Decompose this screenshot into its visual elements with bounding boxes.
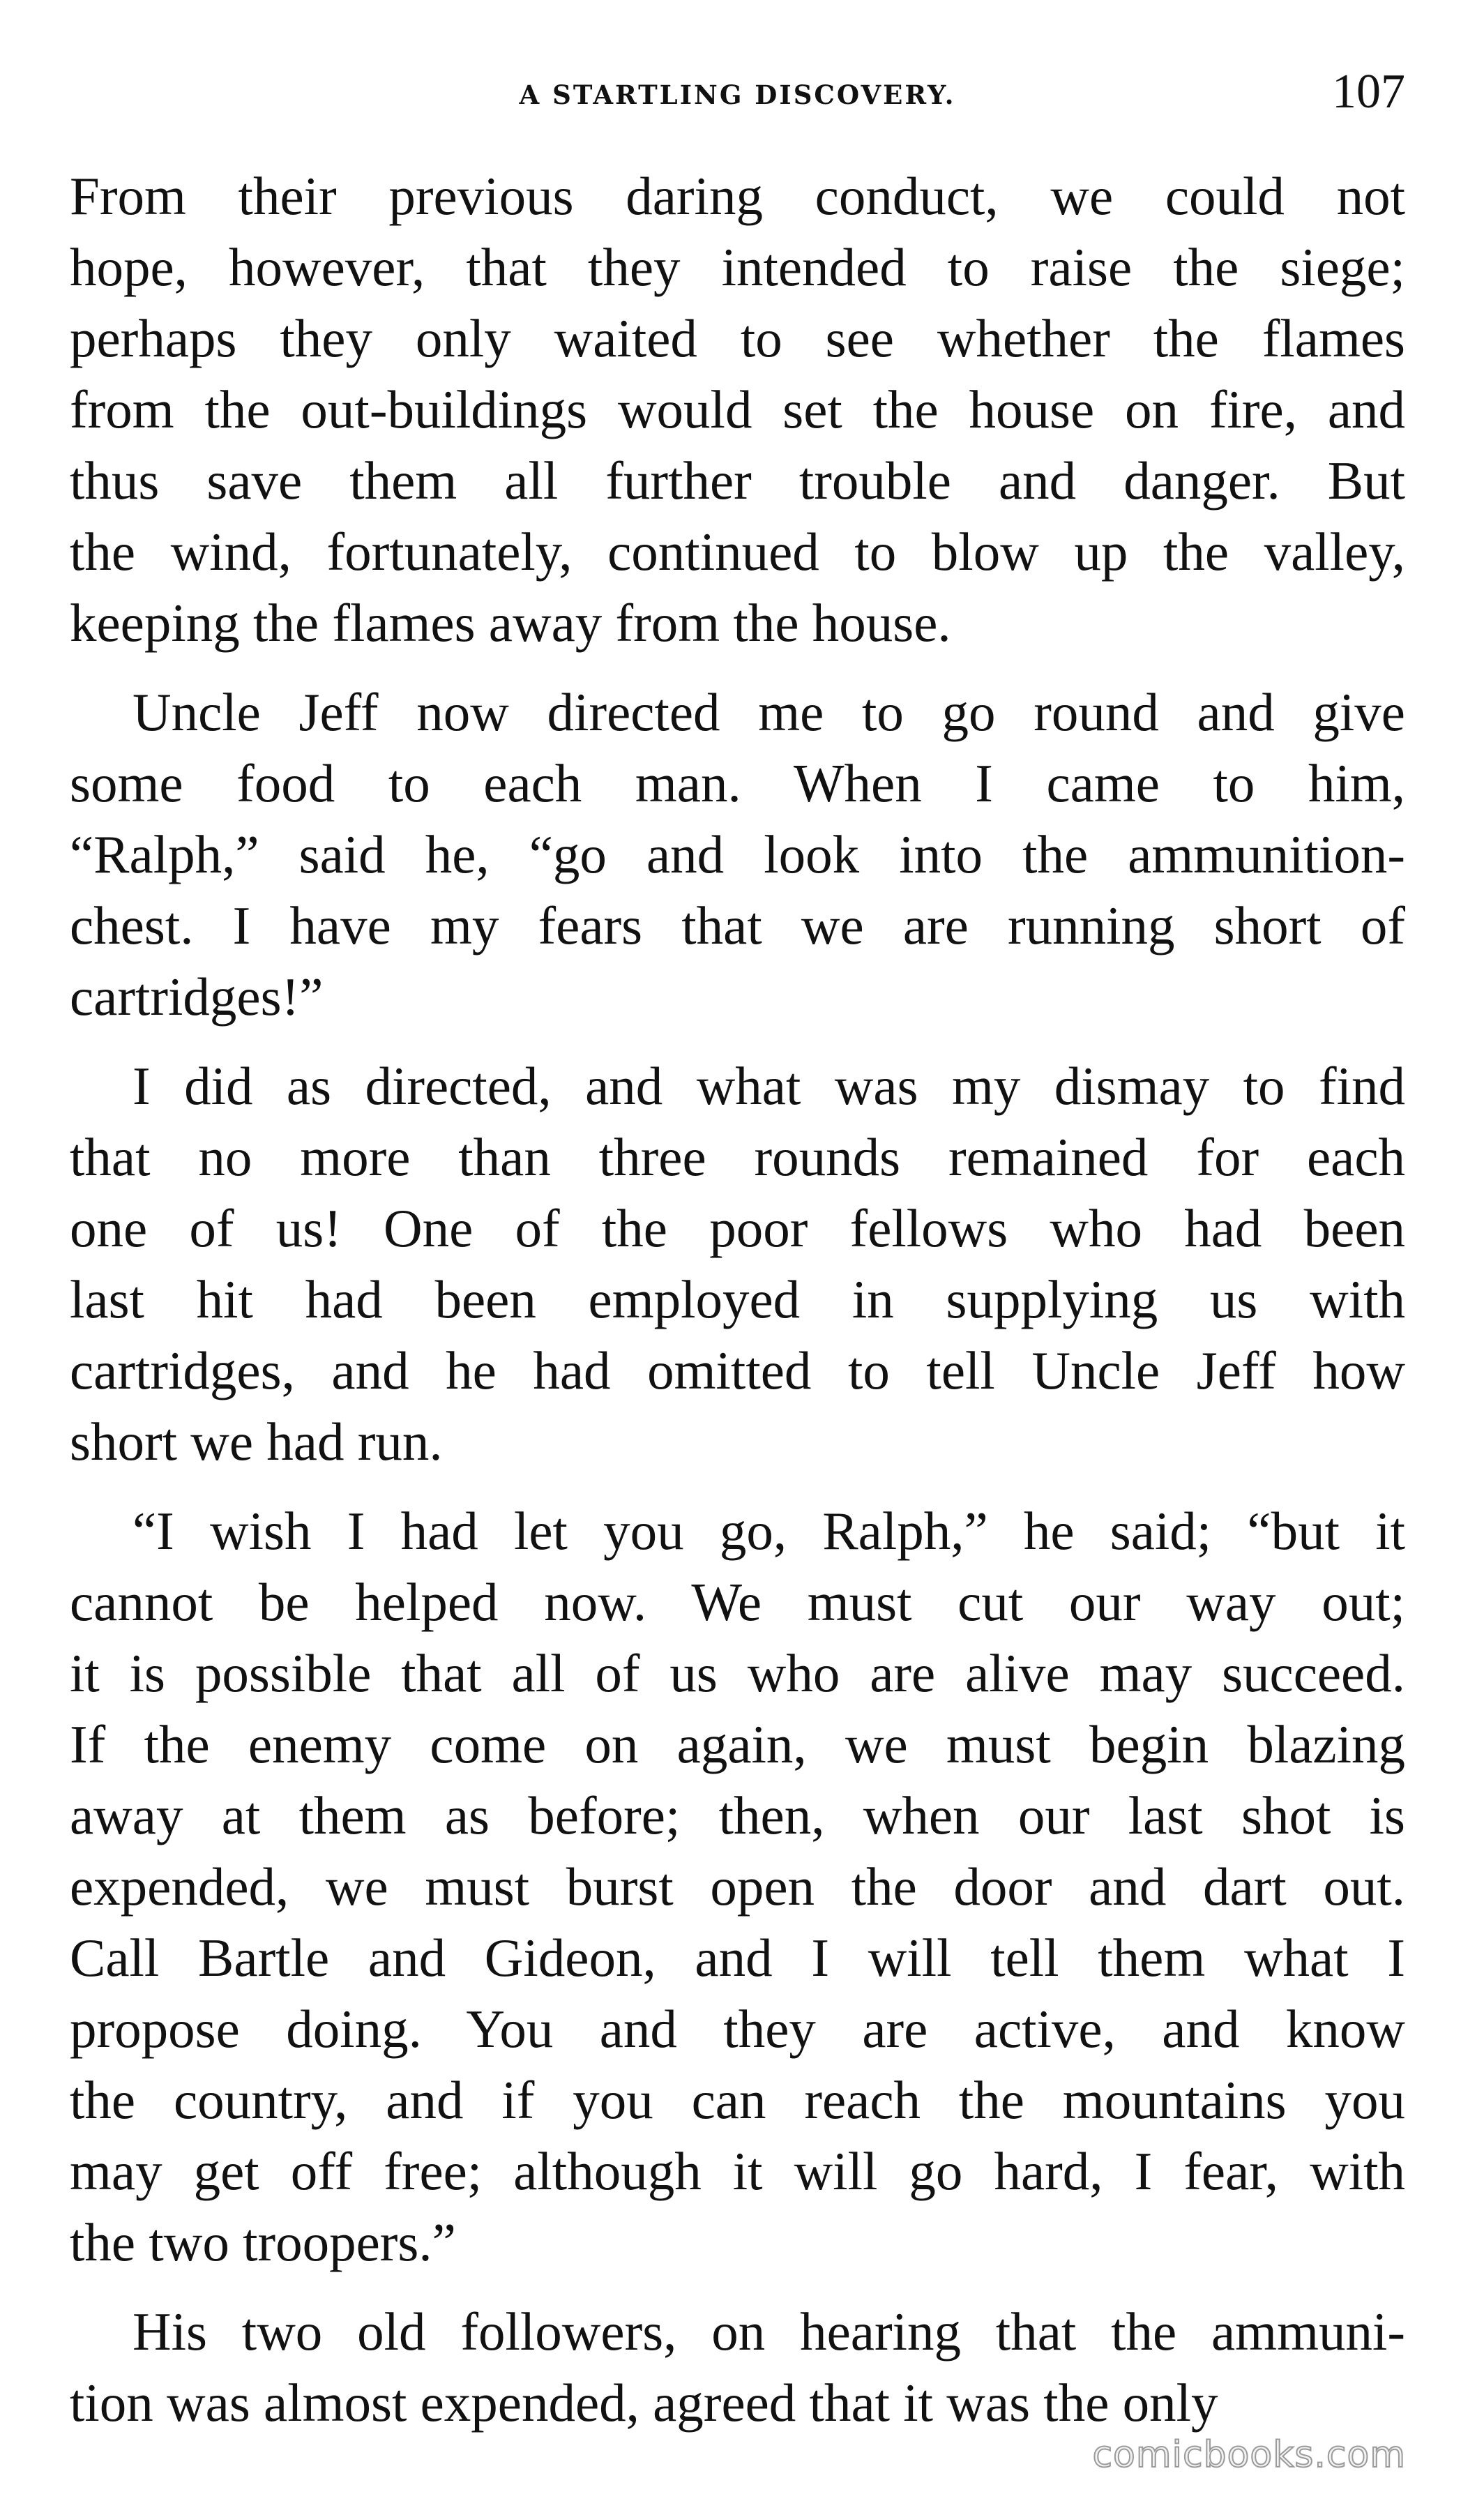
paragraph <box>70 1050 1405 1477</box>
text-line: one of us! One of the poor fellows who had been <box>70 1198 1405 1258</box>
text-line: “Ralph,” said he, “go and look into the ammunition- <box>70 824 1405 884</box>
text-line: Call Bartle and Gideon, and I will tell them what I <box>70 1928 1405 1988</box>
text-line: from the out-buildings would set the house on fire, and <box>70 379 1405 439</box>
text-line: some food to each man. When I came to him, <box>70 753 1405 813</box>
text-line: expended, we must burst open the door and dart out. <box>70 1857 1405 1917</box>
watermark: comicbooks.com <box>1092 2434 1406 2476</box>
text-line: keeping the flames away from the house. <box>70 593 951 653</box>
page-number: 107 <box>1332 65 1405 119</box>
paragraph <box>70 677 1405 1032</box>
text-line: hope, however, that they intended to raise the siege; <box>70 237 1405 297</box>
paragraph <box>70 2296 1405 2438</box>
text-line: last hit had been employed in supplying us with <box>70 1269 1405 1329</box>
text-line: the country, and if you can reach the mountains you <box>70 2070 1405 2130</box>
text-line: the two troopers.” <box>70 2212 456 2272</box>
text-line: His two old followers, on hearing that the ammuni- <box>132 2302 1405 2362</box>
text-line: If the enemy come on again, we must begin blazing <box>70 1714 1405 1774</box>
text-line: “I wish I had let you go, Ralph,” he said; “but it <box>132 1501 1405 1561</box>
text-line: chest. I have my fears that we are running short of <box>70 896 1405 955</box>
running-title: A STARTLING DISCOVERY. <box>519 80 956 110</box>
text-line: cartridges, and he had omitted to tell Uncle Jeff how <box>70 1340 1405 1400</box>
paragraph <box>70 1495 1405 2278</box>
text-line: away at them as before; then, when our last shot is <box>70 1785 1405 1845</box>
text-line: Uncle Jeff now directed me to go round and give <box>132 682 1405 742</box>
running-head <box>70 64 1405 127</box>
body-text <box>70 160 1405 2456</box>
text-line: may get off free; although it will go hard, I fear, with <box>70 2141 1405 2201</box>
text-line: tion was almost expended, agreed that it was the only <box>70 2373 1218 2433</box>
text-line: perhaps they only waited to see whether the flames <box>70 308 1405 368</box>
paragraph <box>70 160 1405 658</box>
text-line: it is possible that all of us who are alive may succeed. <box>70 1643 1405 1703</box>
text-line: I did as directed, and what was my dismay to find <box>132 1056 1405 1116</box>
text-line: short we had run. <box>70 1412 443 1472</box>
text-line: that no more than three rounds remained for each <box>70 1127 1405 1187</box>
text-line: thus save them all further trouble and danger. But <box>70 451 1405 511</box>
text-line: cartridges!” <box>70 967 324 1027</box>
text-line: cannot be helped now. We must cut our way out; <box>70 1572 1405 1632</box>
text-line: propose doing. You and they are active, and know <box>70 1999 1405 2059</box>
text-line: the wind, fortunately, continued to blow up the valley, <box>70 522 1405 582</box>
text-line: From their previous daring conduct, we could not <box>70 166 1405 226</box>
